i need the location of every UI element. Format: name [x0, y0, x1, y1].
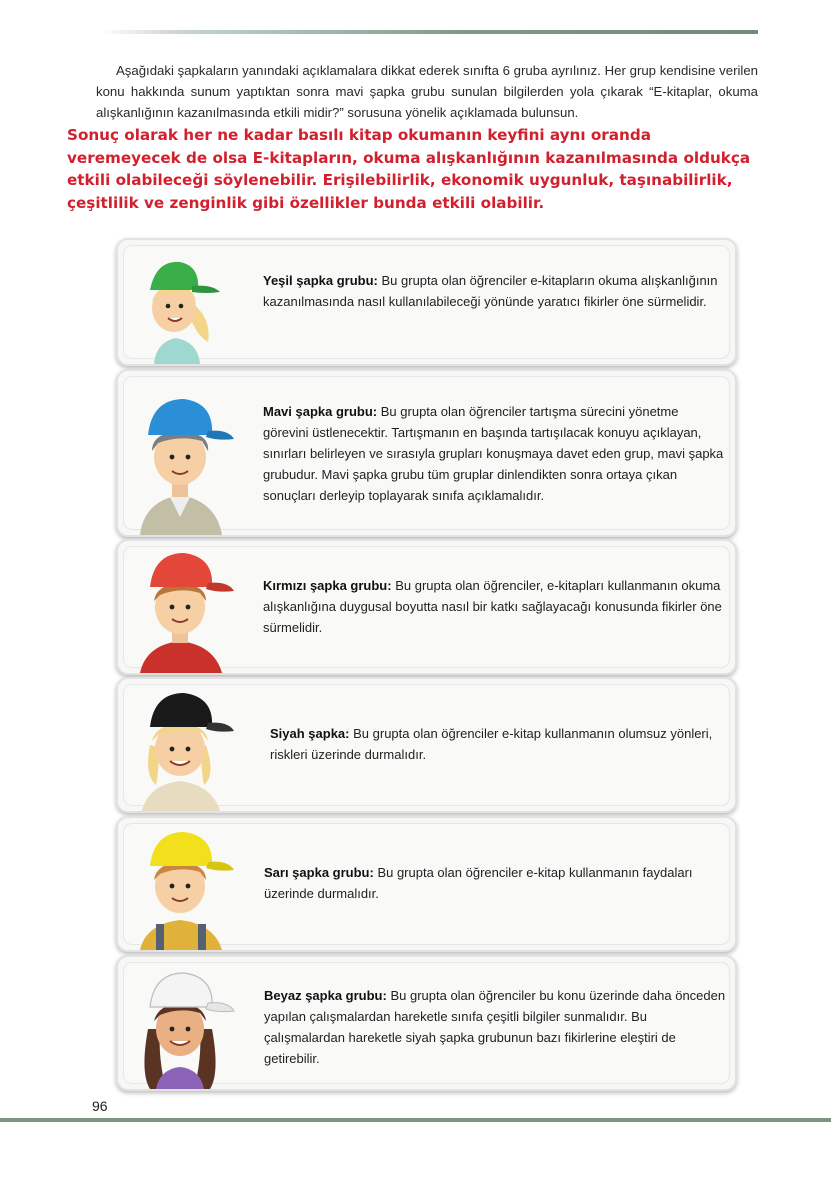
red-hat-card — [116, 539, 737, 675]
black-hat-description — [270, 723, 725, 765]
black-hat-body: Bu grupta olan öğrenciler e-kitap kullanmanın olumsuz yönleri, riskleri üzerinde durmalıdır. — [270, 726, 713, 762]
instructions-paragraph — [96, 60, 758, 123]
white-cap-girl-icon — [126, 963, 236, 1089]
white-hat-card — [116, 955, 737, 1091]
black-hat-card — [116, 677, 737, 813]
white-hat-body: Bu grupta olan öğrenciler bu konu üzerinde daha önceden yapılan çalışmalardan hareketle sınıfa çeşitli bilgiler sunmalıdır. Bu çalışmalardan hareketle siyah şapka grubunun bazı fikirlerine eleştiri de getirebilir. — [264, 988, 726, 1066]
blue-hat-title: Mavi şapka grubu: — [263, 404, 378, 419]
answer-text: Sonuç olarak her ne kadar basılı kitap okumanın keyfini aynı oranda veremeyecek de olsa E-kitapların, okuma alışkanlığının kazanılmasında oldukça etkili olabileceği söylenebilir. Erişilebilirlik, ekonomik uygunluk, taşınabilirlik, çeşitlilik ve zenginlik gibi özellikler bunda etkili olabilir. — [67, 126, 751, 212]
instructions-text: Aşağıdaki şapkaların yanındaki açıklamalara dikkat ederek sınıfta 6 gruba ayrılınız. Her grup kendisine verilen konu hakkında sunum yaptıktan sonra mavi şapka grubu sunulan bilgilerden yola çıkarak “E-kitaplar, okuma alışkanlığının kazanılmasında etkili midir?” sorusuna yönelik açıklamada bulunsun. — [96, 63, 758, 120]
red-cap-boy-icon — [126, 547, 236, 673]
blue-hat-body: Bu grupta olan öğrenciler tartışma sürecini yönetme görevini üstlenecektir. Tartışmanın en başında tartışılacak konuyu açıklayan, sınırları belirleyen ve sırasıyla grupları konuşmaya davet eden grup, mavi şapka grubudur. Mavi şapka grubu tüm gruplar dinlendikten sonra ortaya çıkan sonuçları derleyip toplayarak sınıfa açıklamalıdır. — [263, 404, 724, 503]
red-hat-title: Kırmızı şapka grubu: — [263, 578, 392, 593]
top-divider — [100, 30, 758, 34]
blue-hat-card — [116, 369, 737, 537]
answer-paragraph — [67, 124, 767, 214]
green-hat-description — [263, 270, 723, 312]
blue-hat-description — [263, 401, 725, 506]
blue-cap-boy-icon — [126, 385, 236, 535]
yellow-hat-body: Bu grupta olan öğrenciler e-kitap kullanmanın faydaları üzerinde durmalıdır. — [264, 865, 693, 901]
red-hat-body: Bu grupta olan öğrenciler, e-kitapları kullanmanın okuma alışkanlığına duygusal boyutta nasıl bir katkı sağlayacağı konusunda fikirler öne sürmelidir. — [263, 578, 722, 635]
yellow-cap-boy-icon — [126, 824, 236, 950]
page-number: 96 — [92, 1098, 108, 1114]
yellow-hat-title: Sarı şapka grubu: — [264, 865, 374, 880]
green-hat-title: Yeşil şapka grubu: — [263, 273, 378, 288]
white-hat-description — [264, 985, 726, 1069]
red-hat-description — [263, 575, 725, 638]
black-cap-girl-icon — [126, 685, 236, 811]
green-cap-girl-icon — [126, 246, 226, 364]
yellow-hat-card — [116, 816, 737, 952]
green-hat-body: Bu grupta olan öğrenciler e-kitapların okuma alışkanlığının kazanılmasında nasıl kullanılabileceği yönünde yaratıcı fikirler öne sürmelidir. — [263, 273, 718, 309]
yellow-hat-description — [264, 862, 726, 904]
green-hat-card — [116, 238, 737, 366]
black-hat-title: Siyah şapka: — [270, 726, 350, 741]
bottom-divider — [0, 1118, 831, 1122]
white-hat-title: Beyaz şapka grubu: — [264, 988, 387, 1003]
